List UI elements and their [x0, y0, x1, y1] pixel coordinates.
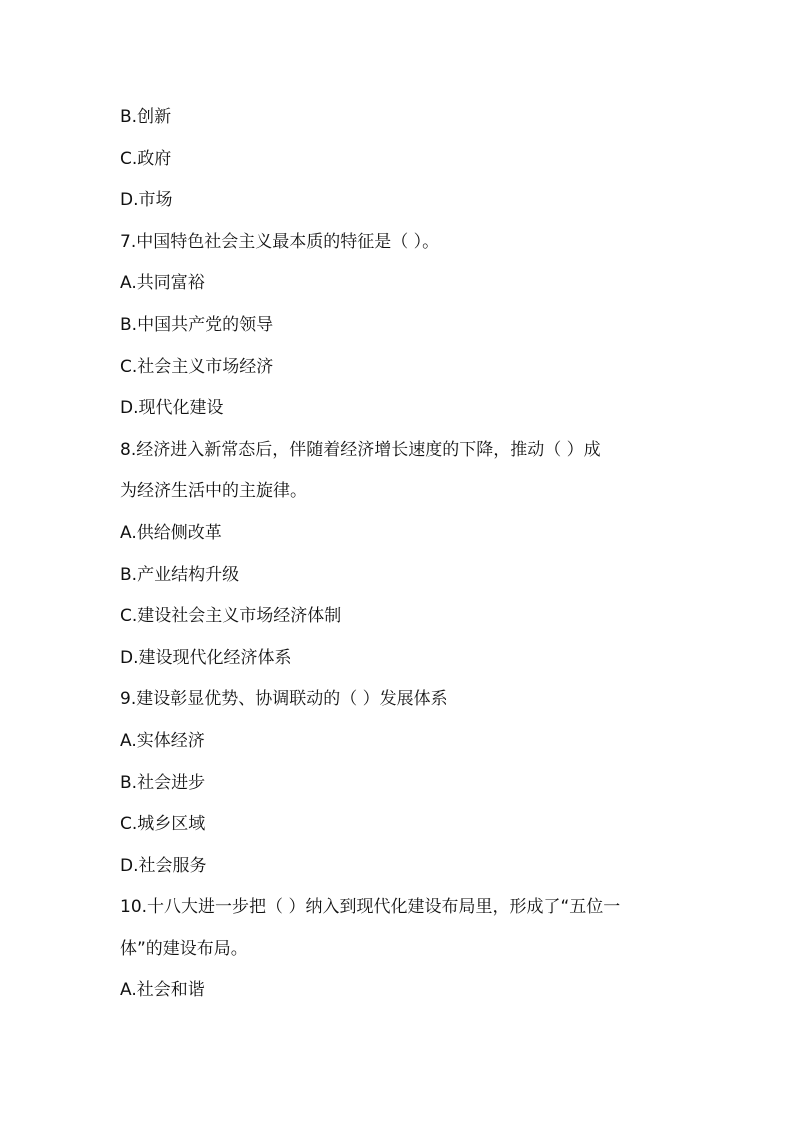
option-b-innovation: B.创新	[120, 107, 172, 127]
question-10-text-line-1: 10.十八大进一步把（ ）纳入到现代化建设布局里，形成了“五位一	[120, 897, 621, 918]
question-8-text-line-1: 8.经济进入新常态后，伴随着经济增长速度的下降，推动（ ）成	[120, 439, 601, 460]
question-9-option-c: C.城乡区域	[120, 814, 206, 835]
question-9-option-b: B.社会进步	[120, 772, 206, 793]
question-9-option-a: A.实体经济	[120, 730, 205, 751]
question-8-option-d: D.建设现代化经济体系	[120, 647, 292, 668]
question-7-option-c: C.社会主义市场经济	[120, 356, 274, 377]
option-c-government: C.政府	[120, 148, 172, 169]
question-10-text-line-2: 体”的建设布局。	[120, 938, 248, 959]
question-7-option-a: A.共同富裕	[120, 273, 205, 294]
question-8-option-c: C.建设社会主义市场经济体制	[120, 606, 342, 627]
question-7-option-d: D.现代化建设	[120, 398, 224, 419]
question-8-option-a: A.供给侧改革	[120, 522, 222, 543]
question-7-text: 7.中国特色社会主义最本质的特征是（ ）。	[120, 231, 440, 252]
question-9-text: 9.建设彰显优势、协调联动的（ ）发展体系	[120, 689, 448, 710]
question-7-option-b: B.中国共产党的领导	[120, 314, 274, 335]
option-d-market: D.市场	[120, 190, 173, 211]
question-9-option-d: D.社会服务	[120, 855, 207, 876]
question-8-text-line-2: 为经济生活中的主旋律。	[120, 481, 307, 502]
question-10-option-a: A.社会和谐	[120, 980, 205, 1001]
question-content	[120, 97, 680, 1012]
question-8-option-b: B.产业结构升级	[120, 564, 240, 585]
